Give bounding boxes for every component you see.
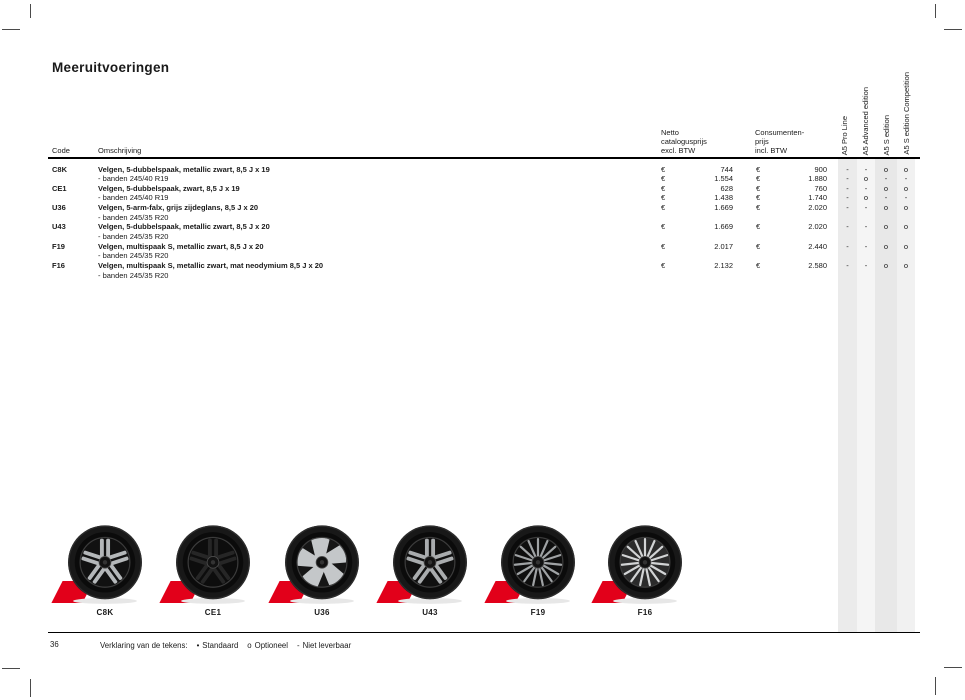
consumer-price-value: 1.740 — [808, 193, 827, 203]
currency-symbol: € — [661, 164, 666, 174]
row-code: CE1 — [52, 183, 67, 193]
currency-symbol: € — [756, 203, 761, 213]
availability-marker: - — [864, 222, 868, 232]
crop-mark — [2, 668, 20, 669]
currency-symbol: € — [756, 174, 761, 184]
legend-item — [247, 641, 288, 650]
wheel-photo-u43 — [388, 520, 472, 608]
crop-mark — [30, 4, 31, 18]
page-title: Meeruitvoeringen — [52, 60, 170, 75]
column-header-net-price — [661, 128, 707, 156]
legend-symbol: o — [247, 641, 252, 650]
wheel-label: C8K — [96, 608, 114, 617]
consumer-price-value: 900 — [814, 164, 827, 174]
currency-symbol: € — [661, 193, 666, 203]
currency-symbol: € — [661, 222, 666, 232]
availability-marker: o — [903, 183, 909, 193]
table-row — [0, 193, 965, 203]
crop-mark — [935, 4, 936, 18]
net-price-value: 1.438 — [714, 193, 733, 203]
consumer-price-value: 2.020 — [808, 203, 827, 213]
table-row — [0, 203, 965, 213]
wheel-photo-ce1 — [171, 520, 255, 608]
wheel-photo-u36 — [280, 520, 364, 608]
net-price-value: 628 — [720, 183, 733, 193]
availability-marker: - — [864, 203, 868, 213]
wheel-photo-c8k — [63, 520, 147, 608]
currency-symbol: € — [756, 183, 761, 193]
legend-text: Standaard — [202, 641, 239, 650]
crop-mark — [935, 677, 936, 695]
availability-marker: - — [846, 183, 849, 193]
table-row — [0, 232, 965, 242]
row-description: - banden 245/35 R20 — [98, 270, 169, 280]
edition-column-label: A5 Advanced edition — [861, 86, 870, 155]
row-description: Velgen, 5-arm-falx, grijs zijdeglans, 8,5 J x 20 — [98, 203, 259, 213]
table-row — [0, 222, 965, 232]
currency-symbol: € — [756, 164, 761, 174]
availability-marker: - — [904, 193, 908, 203]
row-description: - banden 245/35 R20 — [98, 232, 169, 242]
currency-symbol: € — [661, 261, 666, 271]
column-header-description: Omschrijving — [98, 146, 142, 155]
wheel-figure — [272, 518, 372, 622]
availability-marker: - — [846, 222, 849, 232]
availability-marker: - — [846, 203, 849, 213]
wheel-label: F16 — [637, 608, 653, 617]
row-code: F16 — [52, 261, 65, 271]
edition-column-label: A5 S edition Competition — [902, 72, 911, 155]
row-code: U43 — [52, 222, 66, 232]
wheel-label: U36 — [314, 608, 330, 617]
availability-marker: - — [864, 241, 868, 251]
net-price-header-line: catalogusprijs — [661, 137, 707, 147]
wheel-figure — [55, 518, 155, 622]
wheel-figure — [488, 518, 588, 622]
availability-marker: - — [846, 241, 849, 251]
table-bottom-rule — [48, 632, 920, 633]
currency-symbol: € — [756, 193, 761, 203]
consumer-price-header-line: prijs — [755, 137, 769, 147]
edition-column-label: A5 Pro Line — [840, 115, 849, 155]
availability-marker: - — [846, 164, 849, 174]
legend-symbol: • — [196, 641, 200, 650]
availability-marker: - — [904, 174, 908, 184]
wheel-label: F19 — [530, 608, 546, 617]
table-header-rule — [48, 157, 920, 159]
availability-marker: o — [903, 261, 909, 271]
crop-mark — [944, 667, 962, 668]
net-price-header-line: Netto — [661, 128, 679, 137]
availability-marker: o — [883, 261, 889, 271]
currency-symbol: € — [756, 222, 761, 232]
crop-mark — [2, 29, 20, 30]
net-price-value: 1.669 — [714, 222, 733, 232]
crop-mark — [30, 679, 31, 697]
consumer-price-value: 760 — [814, 183, 827, 193]
wheel-label: U43 — [422, 608, 438, 617]
currency-symbol: € — [661, 183, 666, 193]
edition-column-label: A5 S edition — [882, 114, 891, 155]
consumer-price-header-line: Consumenten- — [755, 128, 805, 137]
availability-marker: o — [883, 241, 889, 251]
table-row — [0, 165, 965, 175]
availability-marker: o — [903, 203, 909, 213]
consumer-price-value: 2.580 — [808, 261, 827, 271]
availability-marker: o — [883, 222, 889, 232]
row-code: U36 — [52, 203, 66, 213]
legend-symbol: - — [297, 641, 300, 650]
row-description: Velgen, multispaak S, metallic zwart, mat neodymium 8,5 J x 20 — [98, 261, 324, 271]
column-header-code: Code — [52, 146, 70, 155]
availability-marker: o — [883, 164, 889, 174]
table-row — [0, 242, 965, 252]
row-description: Velgen, multispaak S, metallic zwart, 8,5 J x 20 — [98, 241, 264, 251]
availability-marker: - — [864, 164, 868, 174]
currency-symbol: € — [661, 203, 666, 213]
legend-text: Optioneel — [254, 641, 289, 650]
currency-symbol: € — [661, 241, 666, 251]
consumer-price-header-line: incl. BTW — [755, 146, 788, 156]
currency-symbol: € — [661, 174, 666, 184]
legend-text: Niet leverbaar — [302, 641, 352, 650]
row-description: - banden 245/40 R19 — [98, 193, 169, 203]
wheel-photo-f19 — [496, 520, 580, 608]
consumer-price-value: 2.020 — [808, 222, 827, 232]
net-price-value: 2.132 — [714, 261, 733, 271]
table-row — [0, 251, 965, 261]
table-row — [0, 174, 965, 184]
consumer-price-value: 1.880 — [808, 174, 827, 184]
availability-marker: o — [883, 183, 889, 193]
availability-marker: o — [903, 241, 909, 251]
currency-symbol: € — [756, 261, 761, 271]
crop-mark — [944, 29, 962, 30]
row-description: - banden 245/35 R20 — [98, 212, 169, 222]
availability-marker: - — [884, 174, 888, 184]
row-description: - banden 245/40 R19 — [98, 174, 169, 184]
net-price-value: 2.017 — [714, 241, 733, 251]
wheel-photo-f16 — [603, 520, 687, 608]
page-number: 36 — [50, 640, 59, 649]
availability-marker: o — [863, 174, 869, 184]
legend-item — [197, 641, 239, 650]
availability-marker: - — [884, 193, 888, 203]
availability-marker: - — [846, 193, 849, 203]
column-header-consumer-price — [755, 128, 804, 156]
table-row — [0, 271, 965, 281]
row-code: C8K — [52, 164, 68, 174]
wheel-figure — [380, 518, 480, 622]
availability-marker: o — [903, 222, 909, 232]
availability-marker: - — [864, 261, 868, 271]
legend-label: Verklaring van de tekens: — [100, 641, 188, 650]
net-price-value: 744 — [720, 164, 733, 174]
net-price-value: 1.669 — [714, 203, 733, 213]
net-price-header-line: excl. BTW — [661, 146, 696, 156]
row-description: Velgen, 5-dubbelspaak, metallic zwart, 8,5 J x 19 — [98, 164, 270, 174]
wheel-figure — [163, 518, 263, 622]
wheel-label: CE1 — [204, 608, 222, 617]
availability-marker: o — [903, 164, 909, 174]
row-description: - banden 245/35 R20 — [98, 251, 169, 261]
wheel-figure — [595, 518, 695, 622]
table-row — [0, 261, 965, 271]
currency-symbol: € — [756, 241, 761, 251]
row-code: F19 — [52, 241, 65, 251]
availability-marker: - — [846, 261, 849, 271]
availability-marker: - — [864, 183, 868, 193]
availability-marker: - — [846, 174, 849, 184]
table-row — [0, 184, 965, 194]
availability-marker: o — [863, 193, 869, 203]
availability-marker: o — [883, 203, 889, 213]
legend-item — [297, 641, 351, 650]
table-row — [0, 213, 965, 223]
row-description: Velgen, 5-dubbelspaak, zwart, 8,5 J x 19 — [98, 183, 240, 193]
consumer-price-value: 2.440 — [808, 241, 827, 251]
row-description: Velgen, 5-dubbelspaak, metallic zwart, 8,5 J x 20 — [98, 222, 270, 232]
net-price-value: 1.554 — [714, 174, 733, 184]
symbol-legend — [100, 641, 360, 650]
